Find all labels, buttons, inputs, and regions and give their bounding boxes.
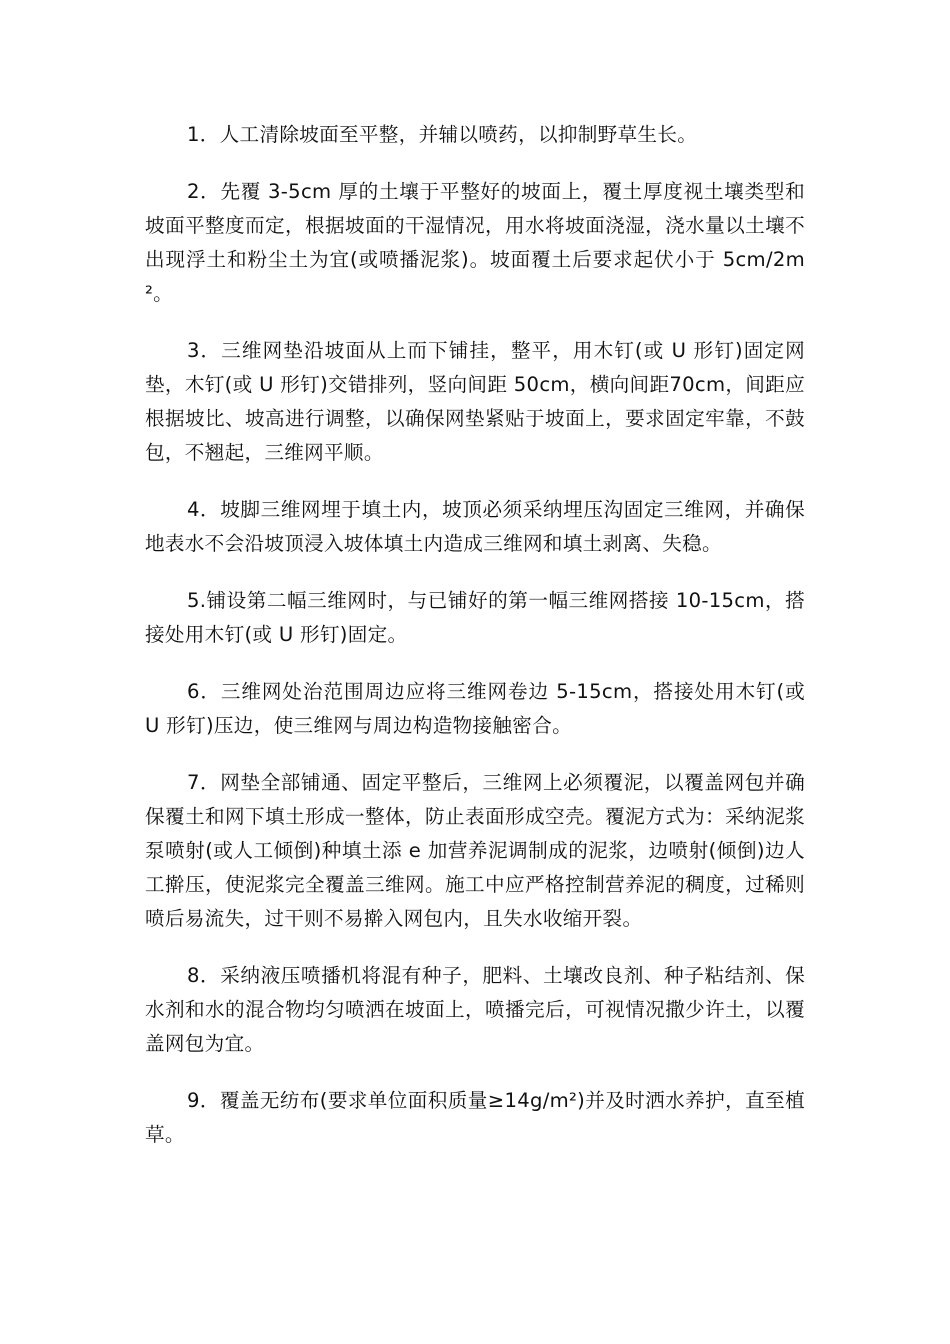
paragraph-step-6: 6．三维网处治范围周边应将三维网卷边 5-15cm，搭接处用木钉(或 U 形钉)压边，使三维网与周边构造物接触密合。	[145, 680, 812, 737]
paragraph-step-4: 4．坡脚三维网埋于填土内，坡顶必须采纳埋压沟固定三维网，并确保地表水不会沿坡顶浸入坡体填土内造成三维网和填土剥离、失稳。	[145, 498, 805, 555]
paragraph-step-8: 8．采纳液压喷播机将混有种子，肥料、土壤改良剂、种子粘结剂、保水剂和水的混合物均匀喷洒在坡面上，喷播完后，可视情况撒少许土，以覆盖网包为宜。	[145, 964, 805, 1055]
paragraph-step-2: 2．先覆 3-5cm 厚的土壤于平整好的坡面上，覆土厚度视土壤类型和坡面平整度而定，根据坡面的干湿情况，用水将坡面浇湿，浇水量以土壤不出现浮土和粉尘土为宜(或喷播泥浆)。坡面覆土后要求起伏小于 5cm/2m²。	[145, 180, 805, 305]
document-body	[145, 118, 812, 1175]
paragraph-step-9: 9．覆盖无纺布(要求单位面积质量≥14g/m²)并及时洒水养护，直至植草。	[145, 1089, 805, 1146]
paragraph-step-7: 7．网垫全部铺通、固定平整后，三维网上必须覆泥，以覆盖网包并确保覆土和网下填土形成一整体，防止表面形成空壳。覆泥方式为：采纳泥浆泵喷射(或人工倾倒)种填土添 e 加营养泥调制成的泥浆，边喷射(倾倒)边人工擀压，使泥浆完全覆盖三维网。施工中应严格控制营养泥的稠度，过稀则喷后易流失，过干则不易擀入网包内，且失水收缩开裂。	[145, 771, 805, 930]
paragraph-step-5: 5.铺设第二幅三维网时，与已铺好的第一幅三维网搭接 10-15cm，搭接处用木钉(或 U 形钉)固定。	[145, 589, 805, 646]
paragraph-step-3: 3．三维网垫沿坡面从上而下铺挂，整平，用木钉(或 U 形钉)固定网垫，木钉(或 U 形钉)交错排列，竖向间距 50cm，横向间距70cm，间距应根据坡比、坡高进行调整，以确保网垫紧贴于坡面上，要求固定牢靠，不鼓包，不翘起，三维网平顺。	[145, 339, 805, 464]
paragraph-step-1: 1．人工清除坡面至平整，并辅以喷药，以抑制野草生长。	[187, 123, 698, 146]
